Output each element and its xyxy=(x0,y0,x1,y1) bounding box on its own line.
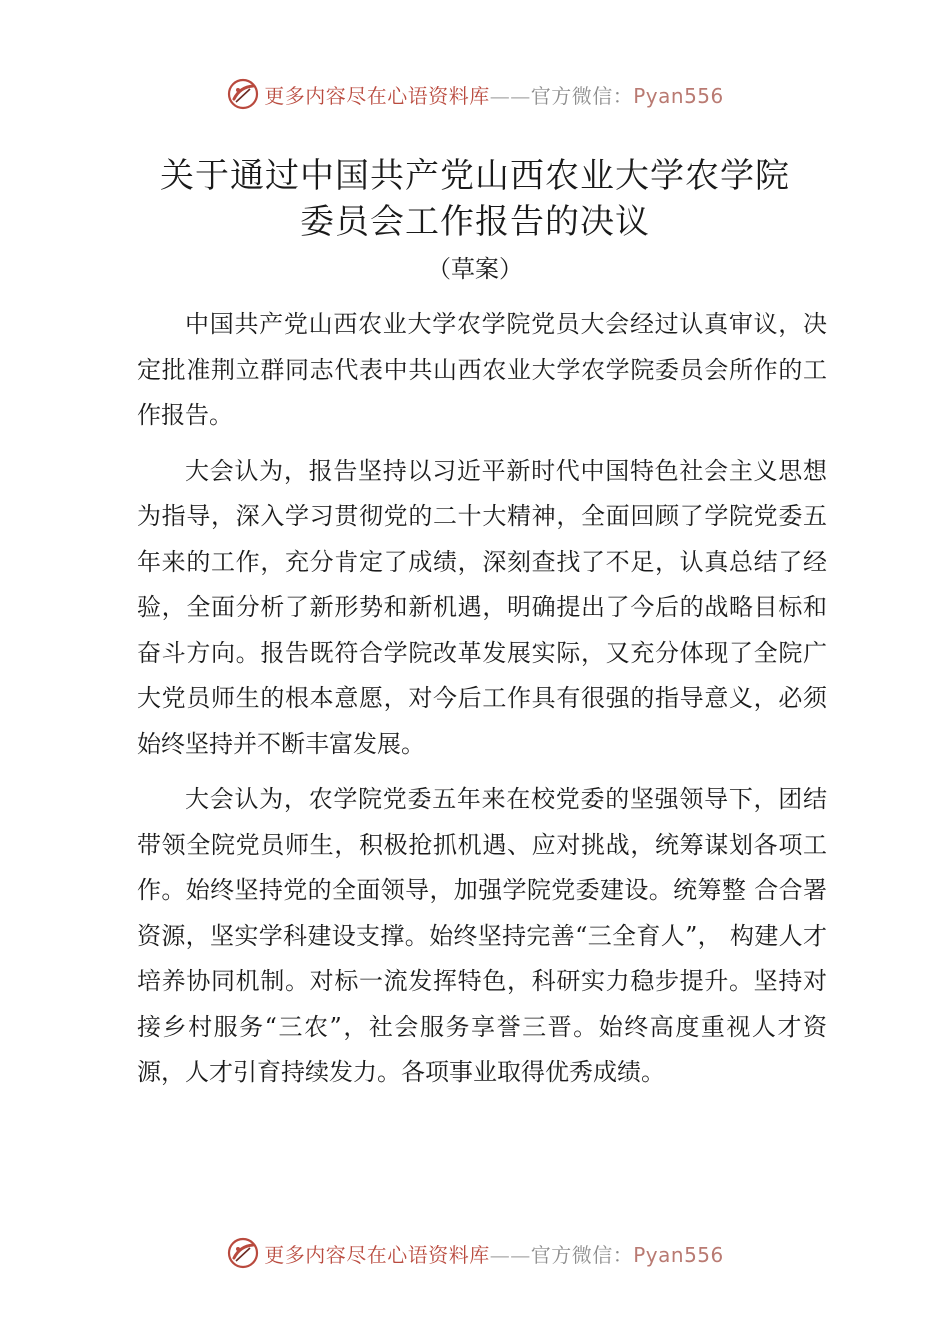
watermark-footer xyxy=(0,1233,950,1273)
circular-seal-logo-icon xyxy=(226,1236,260,1270)
paragraph: 大会认为，农学院党委五年来在校党委的坚强领导下，团结带领全院党员师生，积极抢抓机遇、应对挑战，统筹谋划各项工作。始终坚持党的全面领导，加强学院党委建设。统筹整 合合署资源，坚实学科建设支撑。始终坚持完善“三全育人”， 构建人才培养协同机制。对标一流发挥特色，科研实力稳步提升。坚持对接乡村服务“三农”，社会服务享誉三晋。始终高度重视人才资源，人才引育持续发力。各项事业取得优秀成绩。 xyxy=(137,785,827,1086)
watermark-wechat-id: Pyan556 xyxy=(633,83,724,108)
watermark-text xyxy=(264,80,724,109)
paragraph: 中国共产党山西农业大学农学院党员大会经过认真审议，决定批准荆立群同志代表中共山西农业大学农学院委员会所作的工作报告。 xyxy=(137,310,827,429)
document-title-line-1: 关于通过中国共产党山西农业大学农学院 xyxy=(160,156,790,196)
circular-seal-logo-icon xyxy=(226,77,260,111)
watermark-text xyxy=(264,1239,724,1268)
watermark-dash: —— xyxy=(489,1242,531,1267)
paragraph: 大会认为，报告坚持以习近平新时代中国特色社会主义思想为指导，深入学习贯彻党的二十大精神，全面回顾了学院党委五年来的工作，充分肯定了成绩，深刻查找了不足，认真总结了经验，全面分析了新形势和新机遇，明确提出了今后的战略目标和奋斗方向。报告既符合学院改革发展实际，又充分体现了全院广大党员师生的根本意愿，对今后工作具有很强的指导意义，必须始终坚持并不断丰富发展。 xyxy=(137,456,827,758)
document-title-line-2: 委员会工作报告的决议 xyxy=(300,202,650,242)
document-subtitle: （草案） xyxy=(427,255,523,283)
document-body xyxy=(137,302,827,1106)
watermark-wechat-id: Pyan556 xyxy=(633,1242,724,1267)
watermark-header xyxy=(0,74,950,114)
watermark-official: 官方微信： xyxy=(530,1242,634,1267)
watermark-brand: 更多内容尽在心语资料库 xyxy=(264,83,490,108)
watermark-dash: —— xyxy=(489,83,531,108)
watermark-official: 官方微信： xyxy=(530,83,634,108)
watermark-brand: 更多内容尽在心语资料库 xyxy=(264,1242,490,1267)
